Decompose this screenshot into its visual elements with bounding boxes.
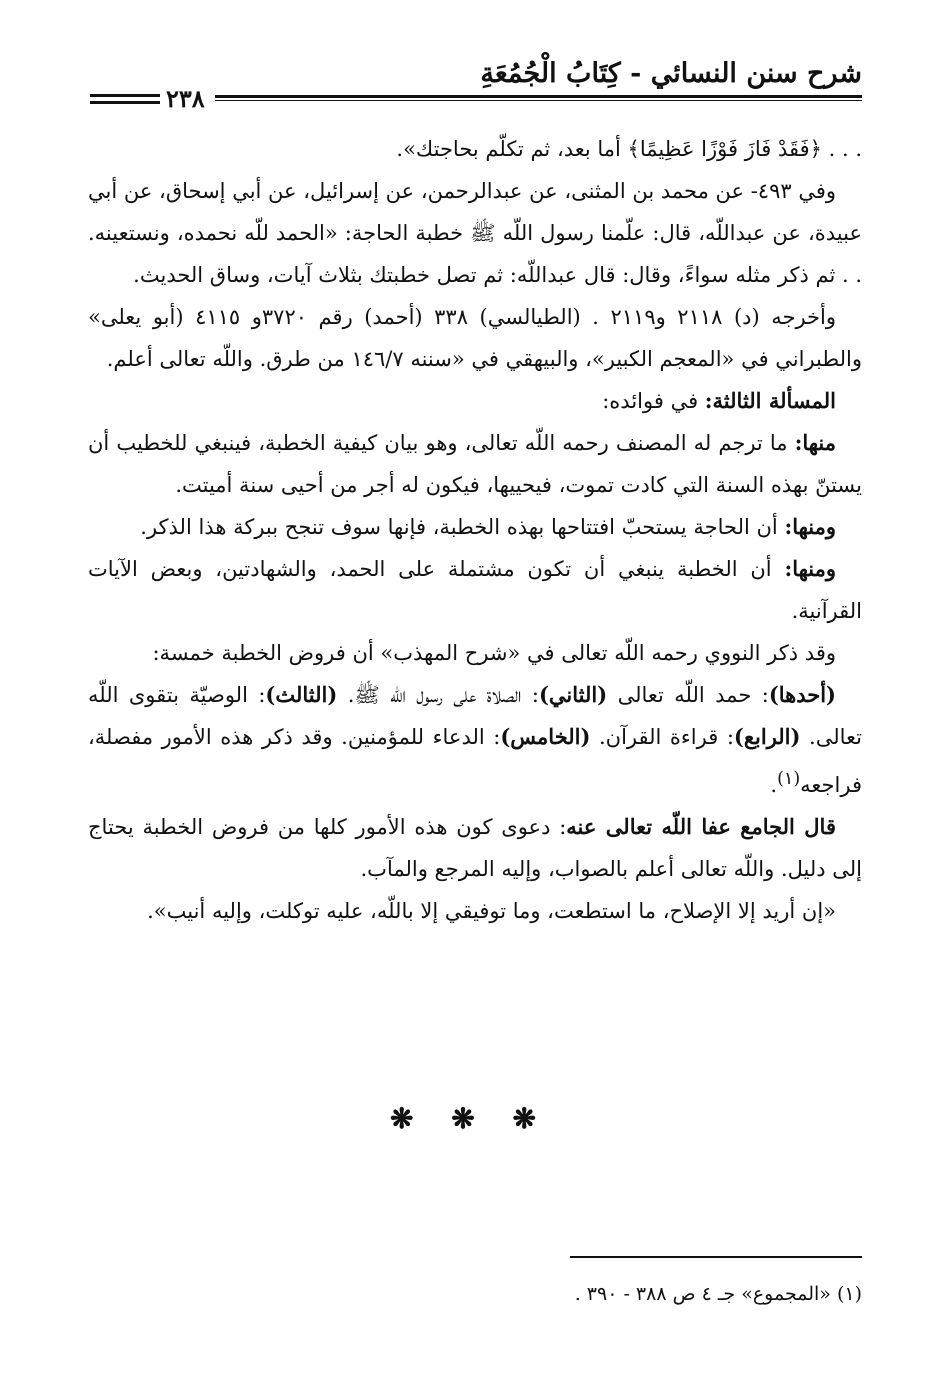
bold-term: (الرابع) [733, 724, 801, 749]
paragraph-11 [88, 890, 862, 932]
text-run: : الدعاء للمؤمنين. وقد ذكر هذه الأمور مفصلة، فراجعه [88, 725, 862, 797]
text-run: : الصلاة على رسول اللّه ﷺ. [337, 683, 539, 707]
paragraph-9 [88, 674, 862, 806]
text-run: وفي ٤٩٣- عن محمد بن المثنى، عن عبدالرحمن، عن إسرائيل، عن أبي إسحاق، عن أبي عبيدة، عن عبداللّه، قال: علّمنا رسول اللّه ﷺ خطبة الحاجة: «الحمد للّه نحمده، ونستعينه. . . ثم ذكر مثله سواءً، وقال: قال عبداللّه: ثم تصل خطبتك بثلاث آيات، وساق الحديث. [88, 179, 862, 287]
footnote-ref[interactable]: (١) [777, 769, 801, 789]
text-run: وقد ذكر النووي رحمه اللّه تعالى في «شرح المهذب» أن فروض الخطبة خمسة: [152, 641, 836, 665]
text-run: : دعوى كون هذه الأمور كلها من فروض الخطبة يحتاج إلى دليل. واللّه تعالى أعلم بالصواب، وإليه المرجع والمآب. [88, 815, 862, 881]
paragraph-5 [88, 422, 862, 506]
bold-term: ومنها: [784, 514, 836, 539]
paragraph-1 [88, 128, 862, 170]
bold-term: (الثالث) [265, 682, 338, 707]
footnote-rule [570, 1256, 862, 1258]
page-number: ٢٣٨ [166, 84, 205, 113]
page-number-box [90, 84, 215, 114]
bold-term: منها: [794, 430, 836, 455]
decorative-double-bar [90, 94, 160, 104]
text-run: . . . ﴿فَقَدْ فَازَ فَوْزًا عَظِيمًا﴾ أما بعد، ثم تكلّم بحاجتك». [396, 137, 862, 161]
bold-term: (أحدها) [768, 682, 836, 707]
text-run: ما ترجم له المصنف رحمه اللّه تعالى، وهو بيان كيفية الخطبة، فينبغي للخطيب أن يستنّ بهذه السنة التي كادت تموت، فيحييها، فيكون له أجر من أحيى سنة أميتت. [88, 431, 862, 497]
bold-term: المسألة الثالثة: [704, 388, 836, 413]
paragraph-6 [88, 506, 862, 548]
paragraph-4 [88, 380, 862, 422]
bold-term: ومنها: [784, 556, 836, 581]
bold-term: (الخامس) [500, 724, 591, 749]
page-header [90, 56, 862, 120]
text-run: أن الحاجة يستحبّ افتتاحها بهذه الخطبة، فإنها سوف تنجح ببركة هذا الذكر. [140, 515, 785, 539]
bold-term: قال الجامع عفا اللّه تعالى عنه [566, 814, 836, 839]
bold-term: (الثاني) [538, 682, 608, 707]
text-run: «إن أريد إلا الإصلاح، ما استطعت، وما توفيقي إلا باللّه، عليه توكلت، وإليه أنيب». [147, 899, 836, 923]
main-text [88, 128, 862, 932]
text-run: وأخرجه (د) ٢١١٨ و٢١١٩ . (الطيالسي) ٣٣٨ (أحمد) رقم ٣٧٢٠و ٤١١٥ (أبو يعلى» والطبراني في «المعجم الكبير»، والبيهقي في «سننه ١٤٦/٧ من طرق. واللّه تعالى أعلم. [88, 305, 862, 371]
text-run: : قراءة القرآن. [590, 725, 734, 749]
paragraph-3 [88, 296, 862, 380]
paragraph-2 [88, 170, 862, 296]
paragraph-10 [88, 806, 862, 890]
text-run: : حمد اللّه تعالى [607, 683, 769, 707]
paragraph-8 [88, 632, 862, 674]
text-run: . [770, 773, 778, 797]
paragraph-7 [88, 548, 862, 632]
footnote: (١) «المجموع» جـ ٤ ص ٣٨٨ - ٣٩٠ . [574, 1283, 862, 1305]
text-run: : الوصيّة بتقوى اللّه تعالى. [88, 683, 862, 749]
text-run: في فوائده: [602, 389, 705, 413]
text-run: أن الخطبة ينبغي أن تكون مشتملة على الحمد، والشهادتين، وبعض الآيات القرآنية. [88, 557, 862, 623]
section-separator: ❋ ❋ ❋ [390, 1102, 550, 1135]
running-title: شرح سنن النسائي - كِتَابُ الْجُمُعَةِ [480, 58, 862, 89]
